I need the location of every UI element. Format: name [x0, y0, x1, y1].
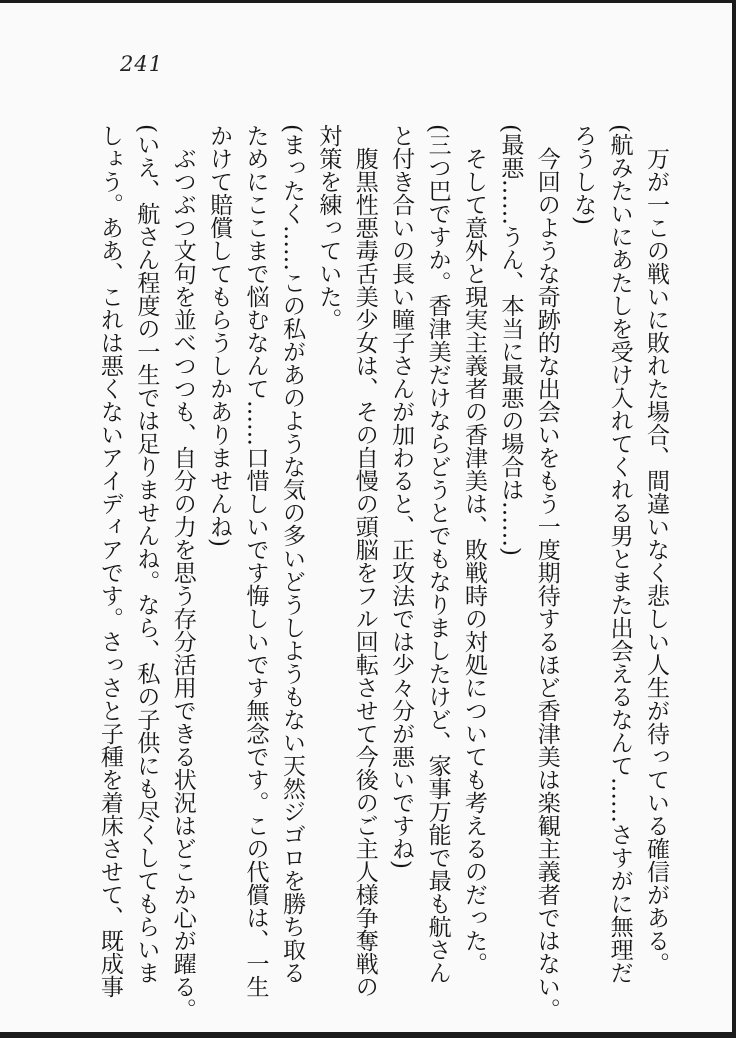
- text-line: (いえ、航さん程度の一生では足りませんね。なら、私の子供にも尽くしてもらいま: [133, 124, 160, 984]
- text-line: かけて賠償してもらうしかありませんね): [206, 124, 233, 547]
- text-line: (三つ巴ですか。香津美だけならどうとでもなりましたけど、家事万能で最も航さん: [424, 124, 451, 984]
- scan-edge-top: [0, 0, 736, 3]
- text-line: (最悪……うん、本当に最悪の場合は……): [497, 124, 524, 556]
- page-number: 241: [120, 52, 164, 76]
- scan-edge-bottom: [0, 1032, 736, 1038]
- scan-edge-right: [732, 0, 736, 1038]
- text-line: 万が一この戦いに敗れた場合、間違いなく悲しい人生が待っている確信がある。: [643, 147, 669, 975]
- page-text-block: [92, 124, 675, 1021]
- text-line: そして意外と現実主義者の香津美は、敗戦時の対処についても考えるのだった。: [460, 147, 487, 975]
- text-line: (まったく……この私があのような気の多いどうしようもない天然ジゴロを勝ち取る: [278, 124, 305, 984]
- text-line: (航みたいにあたしを受け入れてくれる男とまた出会えるなんて……さすがに無理だ: [606, 124, 633, 984]
- text-line: と付き合いの長い瞳子さんが加わると、正攻法では少々分が悪いですね): [388, 124, 415, 869]
- text-line: ぶつぶつ文句を並べつつも、自分の力を思う存分活用できる状況はどこか心が躍る。: [169, 147, 196, 1021]
- text-line: 今回のような奇跡的な出会いをもう一度期待するほど香津美は楽観主義者ではない。: [533, 147, 560, 1021]
- text-line: ろうしな): [570, 124, 597, 225]
- text-line: しょう。ああ、これは悪くないアイディアです。さっさと子種を着床させて、既成事: [96, 124, 123, 998]
- text-line: ためにここまで悩むなんて……口惜しいです悔しいです無念です。この代償は、一生: [242, 124, 269, 998]
- text-line: 腹黒性悪毒舌美少女は、その自慢の頭脳をフル回転させて今後のご主人様争奪戦の: [351, 147, 378, 998]
- text-line: 対策を練っていた。: [315, 124, 342, 331]
